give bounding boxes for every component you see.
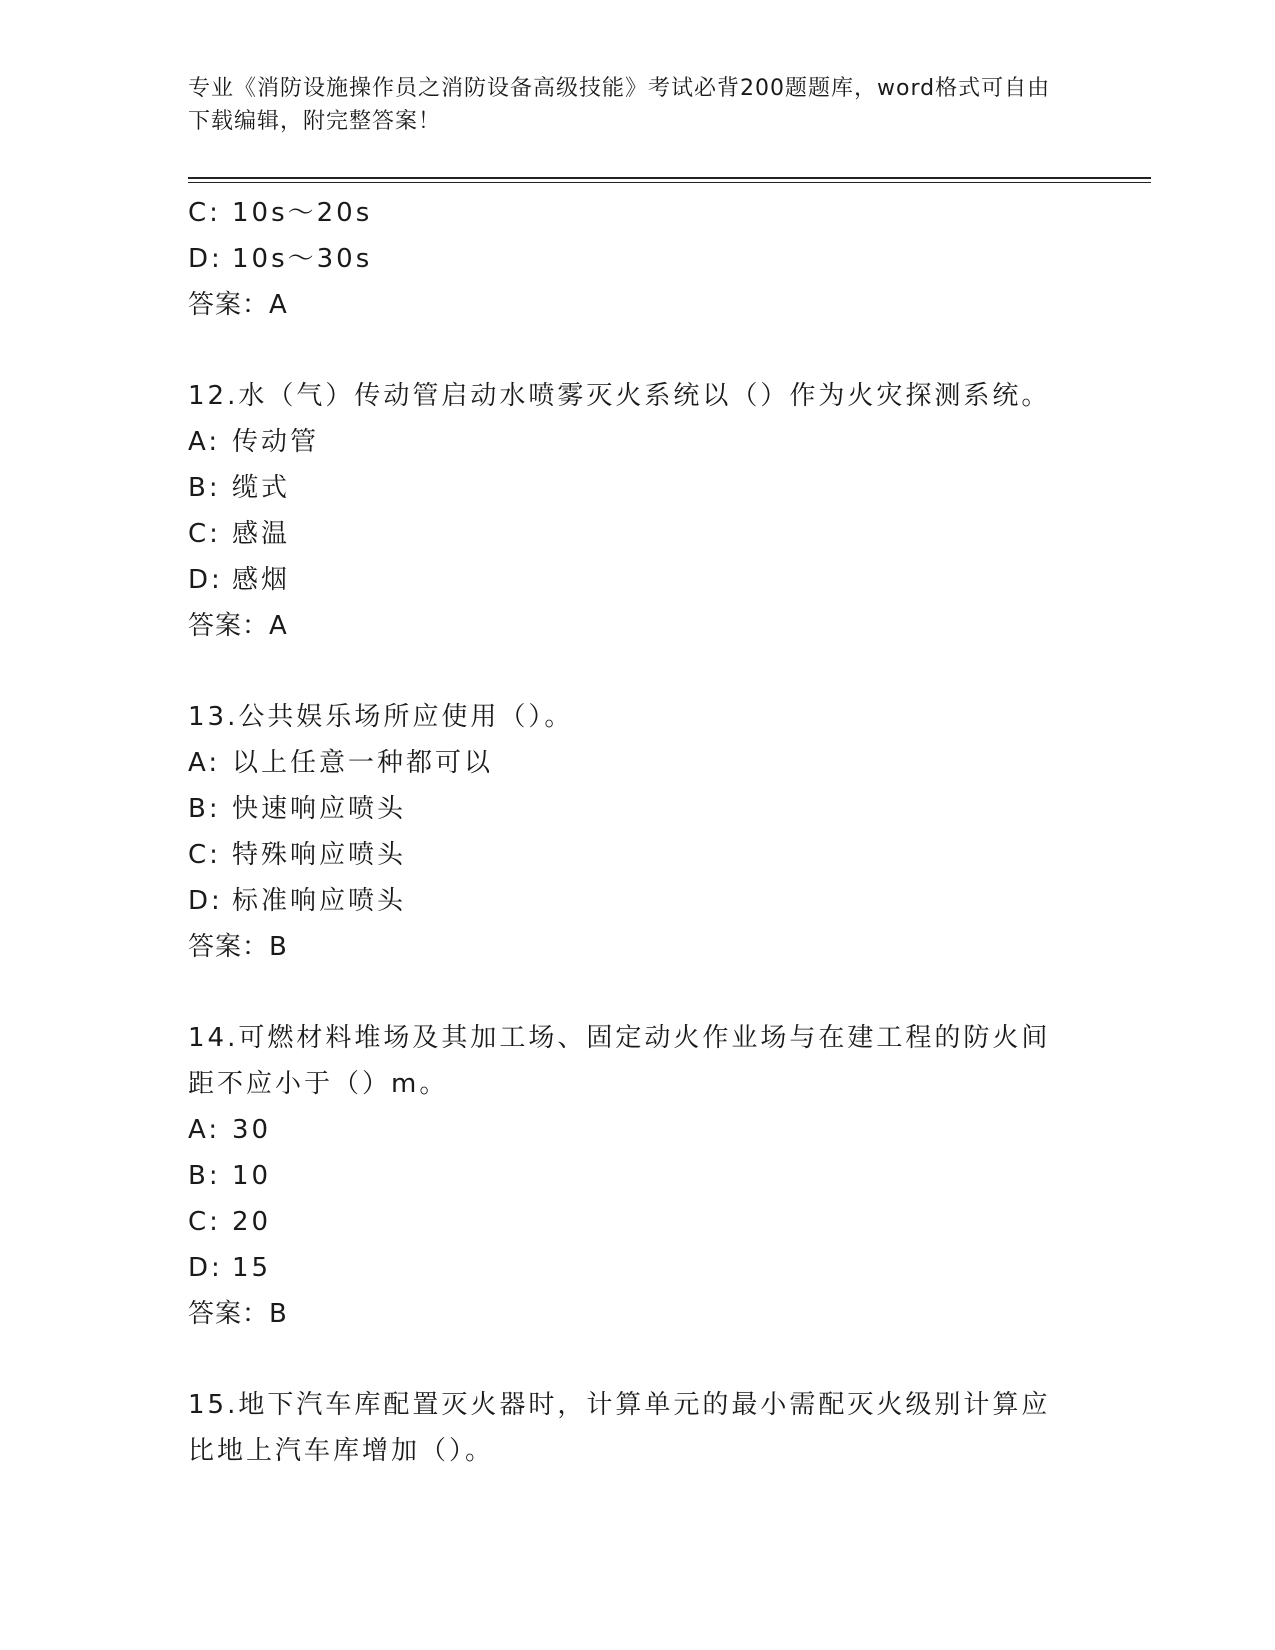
option-d [188, 878, 1078, 924]
answer-line: 答案：A [188, 611, 288, 641]
option-key: B: [188, 1161, 221, 1191]
question-12 [188, 373, 1078, 649]
option-key: D: [188, 886, 223, 916]
option-text: 感烟 [232, 565, 291, 595]
option-key: D: [188, 1253, 223, 1283]
option-key: D: [188, 244, 223, 274]
question-stem: 15.地下汽车库配置灭火器时，计算单元的最小需配灭火级别计算应比地上汽车库增加（）。 [188, 1390, 1051, 1466]
option-key: D: [188, 565, 223, 595]
question-11-continuation [188, 190, 1078, 328]
option-c [188, 1199, 1078, 1245]
option-text: 10s～30s [232, 244, 373, 274]
question-stem: 14.可燃材料堆场及其加工场、固定动火作业场与在建工程的防火间距不应小于（）m。 [188, 1023, 1051, 1099]
option-c [188, 511, 1078, 557]
option-text: 传动管 [232, 427, 320, 457]
option-c [188, 832, 1078, 878]
question-14 [188, 1015, 1078, 1337]
option-c [188, 190, 1078, 236]
answer-line: 答案：B [188, 932, 288, 962]
header-rule-thin [188, 182, 1151, 183]
option-text: 感温 [232, 519, 291, 549]
option-text: 30 [232, 1115, 272, 1145]
question-13 [188, 694, 1078, 970]
option-key: A: [188, 427, 221, 457]
option-text: 缆式 [232, 473, 291, 503]
option-text: 10 [232, 1161, 272, 1191]
option-text: 以上任意一种都可以 [232, 748, 494, 778]
answer-line: 答案：A [188, 290, 288, 320]
option-key: B: [188, 473, 221, 503]
option-key: C: [188, 1207, 221, 1237]
option-key: A: [188, 748, 221, 778]
option-key: B: [188, 794, 221, 824]
option-d [188, 236, 1078, 282]
option-b [188, 465, 1078, 511]
option-key: C: [188, 198, 221, 228]
option-text: 20 [232, 1207, 272, 1237]
option-d [188, 1245, 1078, 1291]
page-header: 专业《消防设施操作员之消防设备高级技能》考试必背200题题库，word格式可自由下载编辑，附完整答案！ [188, 76, 1051, 134]
header-rule-thick [188, 177, 1151, 179]
option-text: 10s～20s [232, 198, 373, 228]
option-a [188, 740, 1078, 786]
option-d [188, 557, 1078, 603]
option-a [188, 419, 1078, 465]
question-stem: 12.水（气）传动管启动水喷雾灭火系统以（）作为火灾探测系统。 [188, 381, 1051, 411]
option-key: C: [188, 840, 221, 870]
answer-line: 答案：B [188, 1299, 288, 1329]
option-text: 15 [232, 1253, 272, 1283]
option-b [188, 1153, 1078, 1199]
option-b [188, 786, 1078, 832]
question-15 [188, 1382, 1078, 1474]
question-content [188, 190, 1078, 1474]
question-stem: 13.公共娱乐场所应使用（）。 [188, 702, 574, 732]
option-a [188, 1107, 1078, 1153]
option-text: 标准响应喷头 [232, 886, 407, 916]
option-key: A: [188, 1115, 221, 1145]
option-text: 快速响应喷头 [232, 794, 407, 824]
option-text: 特殊响应喷头 [232, 840, 407, 870]
option-key: C: [188, 519, 221, 549]
